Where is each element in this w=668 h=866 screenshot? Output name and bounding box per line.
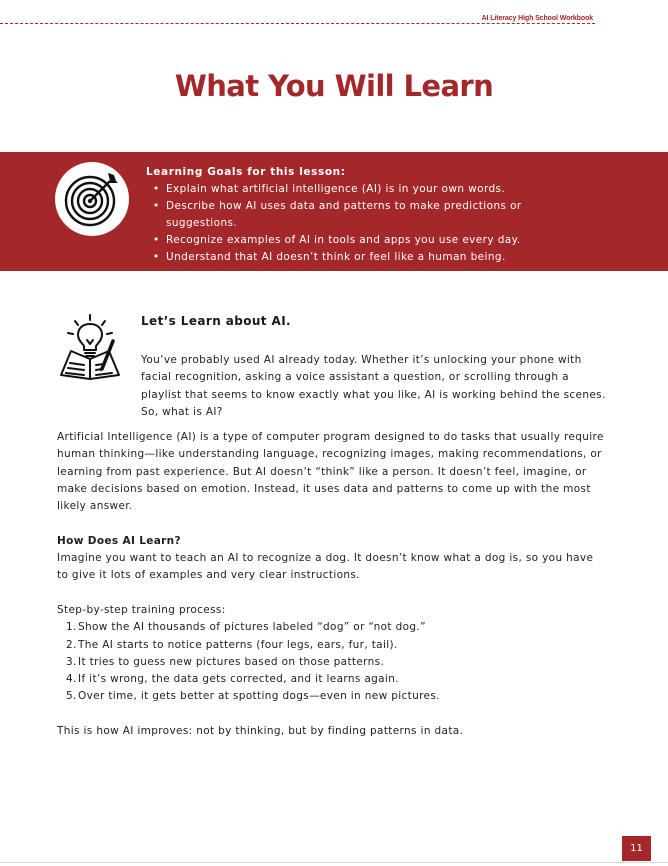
- workbook-label: AI Literacy High School Workbook: [481, 15, 593, 22]
- page-number: 11: [622, 836, 651, 861]
- page-title: What You Will Learn: [174, 69, 494, 103]
- conclusion-paragraph: This is how AI improves: not by thinking, but by finding patterns in data.: [57, 725, 464, 738]
- body-content: [57, 429, 607, 740]
- learning-goals-banner: [0, 152, 668, 271]
- list-item: 3. It tries to guess new pictures based on those patterns.: [66, 655, 385, 668]
- list-item: 5. Over time, it gets better at spotting dogs—even in new pictures.: [66, 690, 440, 703]
- header-rule: [0, 23, 595, 24]
- goal-item: • Explain what artificial intelligence (AI) is in your own words.: [146, 181, 566, 198]
- list-item: 2. The AI starts to notice patterns (four legs, ears, fur, tail).: [66, 638, 398, 651]
- intro-paragraph: You’ve probably used AI already today. Whether it’s unlocking your phone with facial recognition, asking a voice assistant a question, or scrolling through a playlist that seems to know exactly what you like, AI is working behind the scenes. So, what is AI?: [141, 354, 606, 419]
- goals-heading: Learning Goals for this lesson:: [146, 166, 346, 178]
- definition-paragraph: Artificial Intelligence (AI) is a type of computer program designed to do tasks that usually require human thinking—like understanding language, recognizing images, making recommendations, or learning from past experience. But AI doesn’t “think” like a person. It doesn’t feel, imagine, or make decisions based on emotion. Instead, it uses data and patterns to come up with the most likely answer.: [57, 431, 604, 513]
- training-steps-list: [57, 619, 607, 705]
- idea-book-icon: [57, 313, 123, 381]
- goal-item: • Describe how AI uses data and patterns to make predictions or suggestions.: [146, 198, 566, 232]
- goals-list: [146, 181, 566, 266]
- section-heading-learn: Let’s Learn about AI.: [141, 314, 292, 328]
- how-ai-learns-heading: How Does AI Learn?: [57, 534, 181, 547]
- target-icon: [55, 162, 129, 236]
- list-item: 1. Show the AI thousands of pictures labeled “dog” or “not dog.”: [66, 621, 426, 634]
- list-item: 4. If it’s wrong, the data gets corrected, and it learns again.: [66, 673, 399, 686]
- process-heading: Step-by-step training process:: [57, 603, 226, 616]
- footer-rule: [0, 862, 668, 863]
- goal-item: • Understand that AI doesn’t think or feel like a human being.: [146, 249, 566, 266]
- goal-item: • Recognize examples of AI in tools and apps you use every day.: [146, 232, 566, 249]
- how-ai-learns-paragraph: Imagine you want to teach an AI to recognize a dog. It doesn’t know what a dog is, so you have to give it lots of examples and very clear instructions.: [57, 552, 594, 582]
